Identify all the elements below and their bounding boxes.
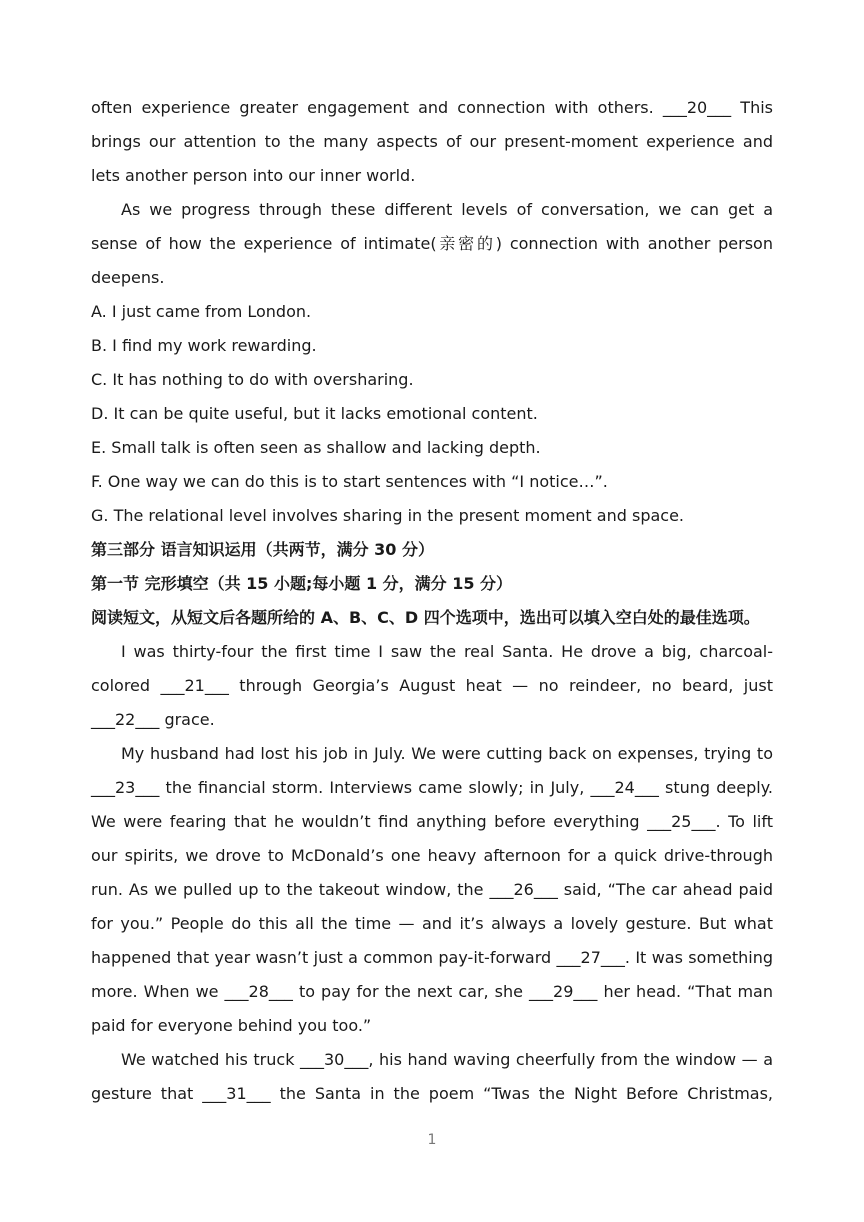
option-f: F. One way we can do this is to start sentences with “I notice…”. [91, 472, 608, 491]
option-e: E. Small talk is often seen as shallow and lacking depth. [91, 438, 541, 457]
passage-paragraph: As we progress through these different levels of conversation, we can get a sense of how the experience of intimate(亲密的) connection with another person deepens. [91, 200, 773, 287]
section-heading: 第一节 完形填空（共 15 小题;每小题 1 分，满分 15 分） [91, 574, 513, 593]
document-page [91, 91, 773, 1111]
page-number: 1 [427, 1132, 437, 1148]
cloze-line: gesture that ___31___ the Santa in the poem “Twas the Night Before Christmas, [91, 1084, 773, 1103]
cloze-line: We watched his truck ___30___, his hand waving cheerfully from the window — a [121, 1050, 773, 1069]
passage-paragraph: brings our attention to the many aspects of our present-moment experience and lets another person into our inner world. [91, 132, 773, 185]
cloze-paragraph: My husband had lost his job in July. We were cutting back on expenses, trying to ___23___ the financial storm. Interviews came slowly; in July, ___24___ stung deeply. We were fearing that he wouldn’t find anything before everything ___25___. To lift our spirits, we drove to McDonald’s one heavy afternoon for a quick drive-through run. As we pulled up to the takeout window, the ___26___ said, “The car ahead paid for you.” People do this all the time — and it’s always a lovely gesture. But what happened that year wasn’t just a common pay-it-forward ___27___. It was something more. When we ___28___ to pay for the next car, she ___29___ her head. “That man paid for everyone behind you too.” [91, 744, 773, 1035]
part-heading: 第三部分 语言知识运用（共两节，满分 30 分） [91, 540, 434, 559]
option-b: B. I find my work rewarding. [91, 336, 317, 355]
option-g: G. The relational level involves sharing in the present moment and space. [91, 506, 684, 525]
instruction-text: 阅读短文，从短文后各题所给的 A、B、C、D 四个选项中，选出可以填入空白处的最佳选项。 [91, 608, 760, 627]
cloze-paragraph: I was thirty-four the first time I saw the real Santa. He drove a big, charcoal-colored ___21___ through Georgia’s August heat — no reindeer, no beard, just ___22___ grace. [91, 642, 773, 729]
option-a: A. I just came from London. [91, 302, 312, 321]
option-d: D. It can be quite useful, but it lacks emotional content. [91, 404, 538, 423]
passage-line: often experience greater engagement and connection with others. ___20___ This [91, 98, 773, 117]
option-c: C. It has nothing to do with oversharing. [91, 370, 414, 389]
